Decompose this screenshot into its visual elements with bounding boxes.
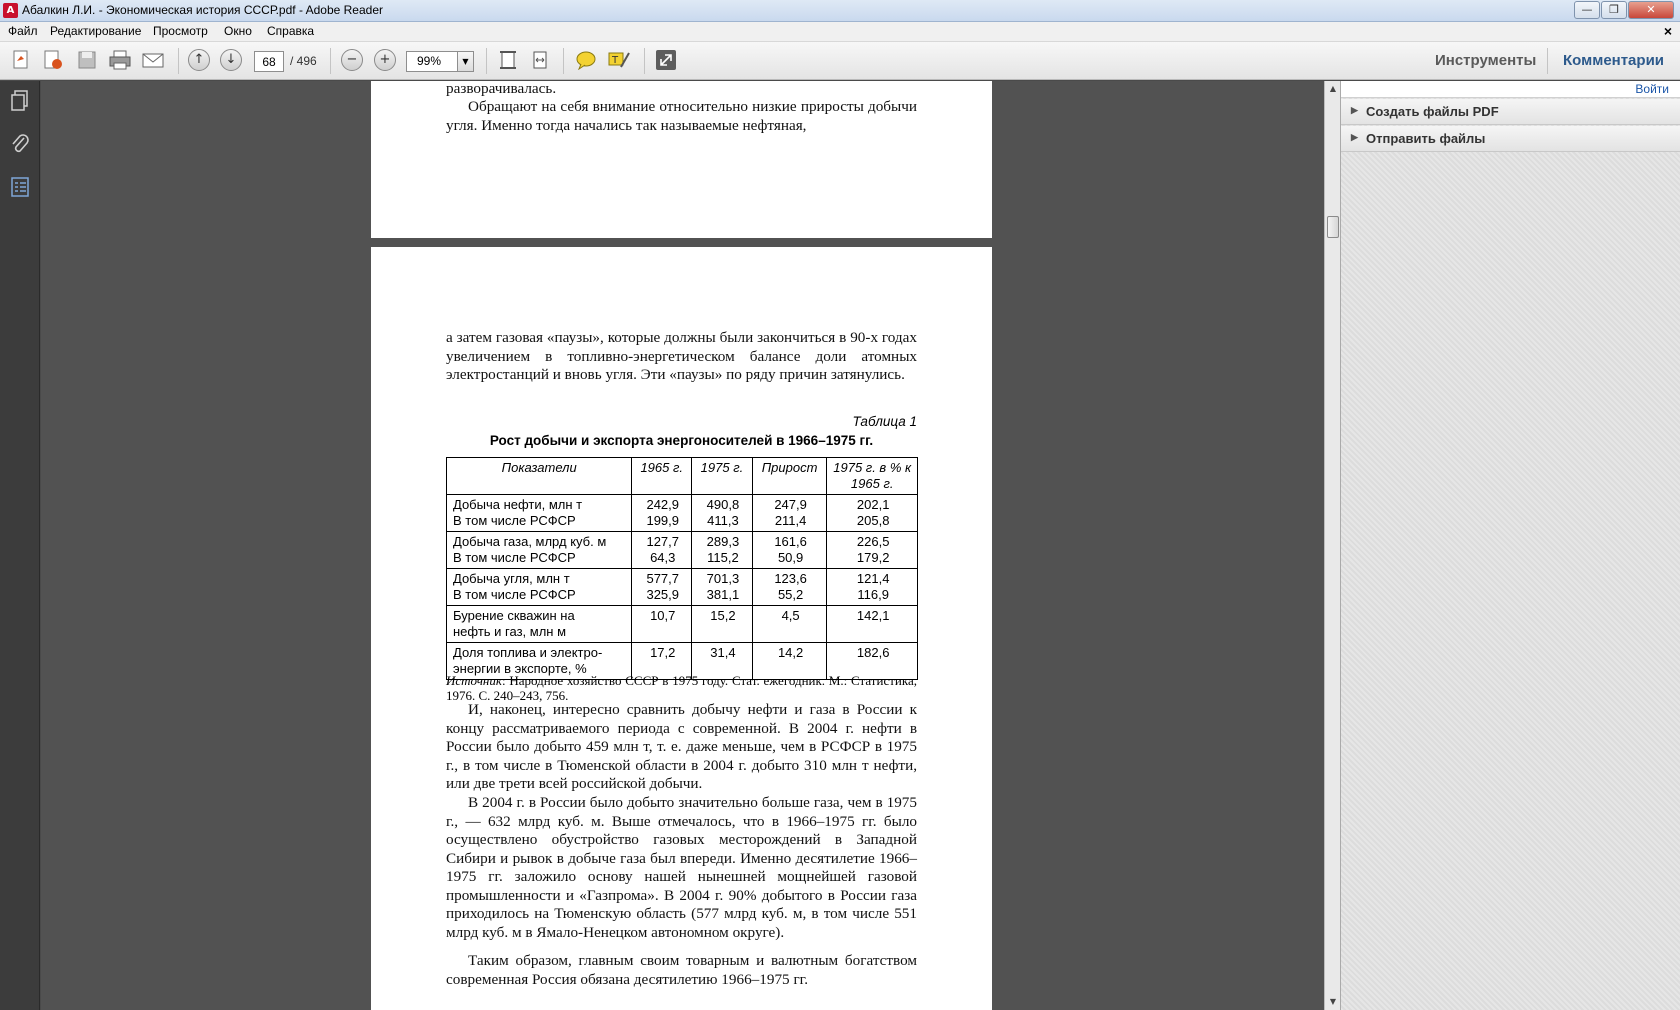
cell-line: 411,3 (707, 513, 739, 528)
cell-line: 161,6 (774, 534, 807, 549)
document-view[interactable] (41, 81, 1324, 1010)
cell-line: 55,2 (777, 587, 804, 602)
cell-line: нефть и газ, млн м (453, 624, 567, 639)
cell-line: 115,2 (707, 550, 739, 565)
fit-page-icon[interactable] (495, 47, 521, 73)
cell-line: 121,4 (856, 571, 890, 586)
attachments-icon[interactable] (8, 132, 32, 156)
column-header: 1965 г. (632, 458, 692, 495)
cell-line: 17,2 (650, 645, 676, 660)
table-row (447, 532, 918, 569)
title-bar (0, 0, 1680, 22)
cell-line: 14,2 (777, 645, 804, 660)
value-cell (752, 532, 827, 569)
svg-text:T: T (612, 55, 619, 66)
close-window-button[interactable]: ✕ (1628, 1, 1674, 19)
source-text: : Народное хозяйство СССР в 1975 году. Стат. ежегодник. М.: Статистика, 1976. С. 240–243, 756. (446, 673, 917, 703)
value-cell (692, 606, 753, 643)
scroll-up-icon[interactable]: ▲ (1329, 84, 1337, 93)
cell-line: 289,3 (706, 534, 740, 549)
toolbar-separator (330, 48, 331, 74)
data-table (446, 457, 918, 680)
cell-line: 182,6 (856, 645, 890, 660)
cell-line: В том числе РСФСР (453, 587, 576, 602)
combine-files-icon[interactable] (40, 47, 66, 73)
column-header: Прирост (752, 458, 827, 495)
page-total: / 496 (290, 54, 317, 68)
pdf-page (371, 81, 992, 238)
menu-file[interactable]: Файл (8, 24, 38, 38)
value-cell (632, 606, 692, 643)
cell-line: 179,2 (856, 550, 890, 565)
value-cell (632, 495, 692, 532)
cell-line: 4,5 (781, 608, 800, 623)
row-label-cell (447, 569, 632, 606)
paragraph: разворачивалась. (446, 81, 557, 97)
paragraph: Таким образом, главным своим товарным и валютным богатством современная Россия обязана десятилетию 1966–1975 гг. (446, 952, 917, 988)
value-cell (692, 569, 753, 606)
sticky-note-icon[interactable] (573, 47, 599, 73)
cell-line: Бурение скважин на (453, 608, 575, 623)
table-source-note (446, 673, 917, 703)
send-files-panel[interactable] (1341, 126, 1680, 152)
table-header-row (447, 458, 918, 495)
zoom-level-input[interactable]: 99% (406, 51, 458, 72)
cell-line: Добыча газа, млрд куб. м (453, 534, 607, 549)
column-header: 1975 г. в % к 1965 г. (827, 458, 918, 495)
paragraph: В 2004 г. в России было добыто значительно больше газа, чем в 1975 г., — 632 млрд куб. м. Выше отмечалось, что в 1966–1975 гг. было осуществлено обустройство газовых месторождений в Западной Сибири и рывок в добыче газа был впереди. Именно десятилетие 1966–1975 гг. заложило основу нашей нынешней мощнейшей газовой промышленности и «Газпрома». В 2004 г. 90% добытого в России газа приходилось на Тюменскую область (577 млрд куб. м, в том числе 551 млрд куб. м в Ямало-Ненецком автономном округе). (446, 794, 917, 941)
value-cell (632, 532, 692, 569)
cell-line: 199,9 (646, 513, 680, 528)
print-icon[interactable] (107, 47, 133, 73)
cell-line: 50,9 (777, 550, 804, 565)
cell-line: Добыча угля, млн т (453, 571, 570, 586)
column-header: Показатели (447, 458, 632, 495)
tools-tab[interactable]: Инструменты (1435, 52, 1537, 69)
bookmarks-icon[interactable] (8, 175, 32, 199)
login-bar (1341, 81, 1680, 98)
save-icon[interactable] (74, 47, 100, 73)
toolbar-separator (563, 48, 564, 74)
minimize-button[interactable]: — (1574, 1, 1600, 19)
pdf-page (371, 247, 992, 1010)
cell-line: 64,3 (650, 550, 676, 565)
cell-line: Добыча нефти, млн т (453, 497, 583, 512)
cell-line: 226,5 (856, 534, 890, 549)
window-title: Абалкин Л.И. - Экономическая история СССР.pdf - Adobe Reader (22, 3, 383, 17)
cell-line: энергии в экспорте, % (453, 661, 587, 676)
close-document-icon[interactable]: × (1663, 23, 1672, 39)
value-cell (827, 495, 918, 532)
zoom-in-icon[interactable]: + (372, 47, 398, 73)
value-cell (827, 532, 918, 569)
paragraph: а затем газовая «паузы», которые должны были закончиться в 90-х годах увеличением в топливно-энергетическом балансе доли атомных электростанций и вновь угля. Эти «паузы» по ряду причин затянулись. (446, 329, 917, 383)
toolbar-separator (1547, 48, 1548, 74)
email-icon[interactable] (140, 47, 166, 73)
value-cell (827, 569, 918, 606)
comments-tab[interactable]: Комментарии (1563, 52, 1665, 69)
paragraph: Обращают на себя внимание относительно низкие приросты добычи угля. Именно тогда начались так называемые нефтяная, (446, 98, 917, 134)
cell-line: 490,8 (706, 497, 740, 512)
page-number-input[interactable] (254, 51, 284, 72)
cell-line: Доля топлива и электро- (453, 645, 603, 660)
cell-line: 31,4 (710, 645, 736, 660)
column-header: 1975 г. (692, 458, 753, 495)
row-label-cell (447, 532, 632, 569)
row-label-cell (447, 606, 632, 643)
tools-pane (1340, 81, 1680, 1010)
previous-page-icon[interactable]: ↑ (186, 47, 212, 73)
zoom-dropdown-icon[interactable]: ▼ (457, 51, 474, 72)
row-label-cell (447, 495, 632, 532)
fit-width-icon[interactable] (527, 47, 553, 73)
navigation-pane (0, 81, 40, 1010)
cell-line: 142,1 (856, 608, 890, 623)
toolbar-separator (178, 48, 179, 74)
table-row (447, 606, 918, 643)
table-title: Рост добычи и экспорта энергоносителей в 1966–1975 гг. (489, 433, 874, 448)
create-pdf-icon[interactable] (8, 47, 34, 73)
cell-line: 242,9 (646, 497, 680, 512)
cell-line: 205,8 (856, 513, 890, 528)
vertical-scrollbar[interactable] (1324, 81, 1340, 1010)
scrollbar-thumb[interactable] (1327, 216, 1339, 238)
table-label: Таблица 1 (852, 414, 917, 429)
menu-bar (0, 22, 1680, 42)
cell-line: 127,7 (646, 534, 680, 549)
source-label: Источник (446, 673, 502, 688)
menu-view[interactable]: Просмотр (153, 24, 208, 38)
panel-label: Отправить файлы (1366, 131, 1486, 146)
value-cell (632, 569, 692, 606)
menu-edit[interactable]: Редактирование (50, 24, 142, 38)
paragraph: И, наконец, интересно сравнить добычу нефти и газа в России к концу рассматриваемого периода с современной. В 2004 г. нефти в России было добыто 459 млн т, т. е. даже меньше, чем в РСФСР в 1975 г., в том числе в Тюменской области в 2004 г. добыто 310 млн т нефти, или две трети всей российской добычи. (446, 701, 917, 792)
cell-line: 577,7 (646, 571, 680, 586)
value-cell (692, 532, 753, 569)
expand-triangle-icon: ▶ (1351, 132, 1358, 142)
cell-line: 381,1 (706, 587, 740, 602)
adobe-reader-icon: A (3, 3, 18, 18)
value-cell (752, 569, 827, 606)
table-row (447, 569, 918, 606)
value-cell (692, 495, 753, 532)
cell-line: 15,2 (710, 608, 736, 623)
cell-line: 325,9 (646, 587, 680, 602)
maximize-button[interactable]: ❐ (1601, 1, 1627, 19)
value-cell (752, 606, 827, 643)
panel-label: Создать файлы PDF (1366, 104, 1499, 119)
login-link[interactable]: Войти (1635, 82, 1669, 96)
cell-line: 10,7 (650, 608, 676, 623)
zoom-out-icon[interactable]: − (339, 47, 365, 73)
scroll-down-icon[interactable]: ▼ (1329, 997, 1337, 1006)
page-thumbnails-icon[interactable] (8, 89, 32, 113)
fullscreen-icon[interactable] (653, 47, 679, 73)
cell-line: 701,3 (706, 571, 740, 586)
cell-line: В том числе РСФСР (453, 513, 576, 528)
toolbar-separator (644, 48, 645, 74)
cell-line: В том числе РСФСР (453, 550, 576, 565)
expand-triangle-icon: ▶ (1351, 105, 1358, 115)
create-pdf-panel[interactable] (1341, 99, 1680, 125)
menu-help[interactable]: Справка (267, 24, 315, 38)
cell-line: 211,4 (774, 513, 807, 528)
value-cell (827, 606, 918, 643)
highlight-text-icon[interactable] (606, 47, 632, 73)
cell-line: 247,9 (774, 497, 807, 512)
cell-line: 116,9 (857, 587, 889, 602)
value-cell (752, 495, 827, 532)
menu-window[interactable]: Окно (224, 24, 252, 38)
cell-line: 202,1 (856, 497, 890, 512)
table-row (447, 495, 918, 532)
toolbar-separator (486, 48, 487, 74)
next-page-icon[interactable]: ↓ (218, 47, 244, 73)
toolbar (0, 42, 1680, 80)
cell-line: 123,6 (774, 571, 807, 586)
